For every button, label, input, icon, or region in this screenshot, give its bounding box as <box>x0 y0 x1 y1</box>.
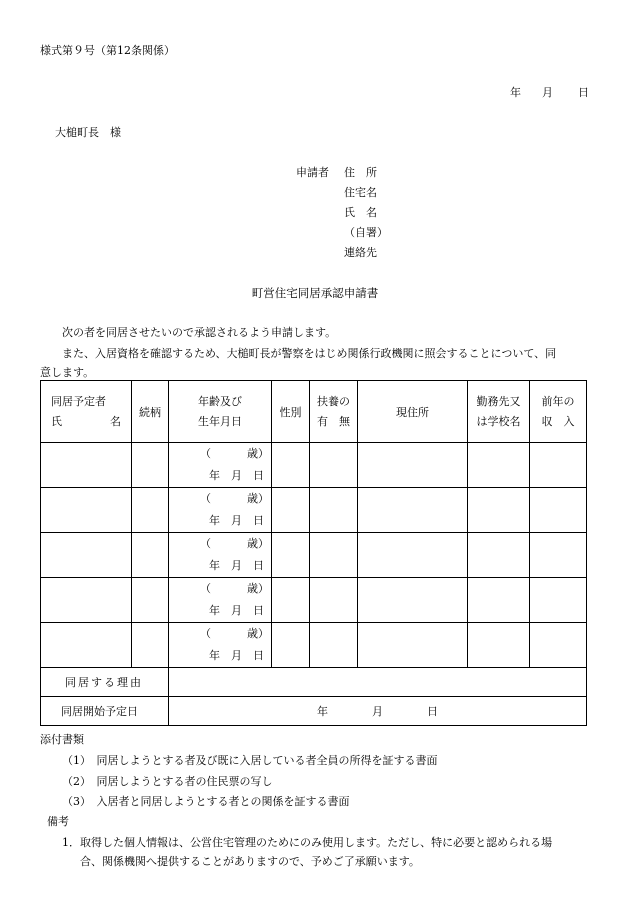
attachment-item: （1） 同居しようとする者及び既に入居している者全員の所得を証する書面 <box>62 754 438 767</box>
header-address: 現住所 <box>358 381 468 443</box>
birth-date: 年 月 日 <box>209 514 264 527</box>
cell-dependent[interactable] <box>310 443 358 488</box>
reason-label: 同居する理由 <box>41 668 169 697</box>
header-dependent-bottom: 有 無 <box>317 414 350 428</box>
header-work-top: 勤務先又 <box>476 394 521 408</box>
cell-work[interactable] <box>468 533 530 578</box>
age-open: （ <box>200 447 211 460</box>
header-name <box>41 381 132 443</box>
cell-dependent[interactable] <box>310 623 358 668</box>
age-sai: 歳） <box>247 582 269 595</box>
age-open: （ <box>200 492 211 505</box>
age-line <box>169 443 271 465</box>
applicant-field-name: 氏 名 <box>344 206 377 219</box>
table-row <box>41 533 587 578</box>
table-row <box>41 443 587 488</box>
cell-name[interactable] <box>41 578 132 623</box>
attachment-item: （2） 同居しようとする者の住民票の写し <box>62 775 273 788</box>
document-title: 町営住宅同居承認申請書 <box>251 286 379 300</box>
body-line-2: また、入居資格を確認するため、大槌町長が警察をはじめ関係行政機関に照会することについて、同 <box>62 347 557 360</box>
applicant-field-contact: 連絡先 <box>344 246 377 259</box>
applicant-field-signature: （自署） <box>344 226 388 239</box>
cell-relation[interactable] <box>132 533 169 578</box>
age-line <box>169 533 271 555</box>
cell-sex[interactable] <box>272 533 310 578</box>
cell-relation[interactable] <box>132 623 169 668</box>
cell-relation[interactable] <box>132 443 169 488</box>
table-row <box>41 488 587 533</box>
form-number: 様式第９号（第12条関係） <box>40 44 175 57</box>
header-dependent-top: 扶養の <box>317 394 350 408</box>
cell-income[interactable] <box>530 533 587 578</box>
start-date-label: 同居開始予定日 <box>41 697 169 726</box>
cell-income[interactable] <box>530 578 587 623</box>
body-line-3: 意します。 <box>40 366 95 379</box>
age-sai: 歳） <box>247 627 269 640</box>
age-sai: 歳） <box>247 492 269 505</box>
header-income <box>530 381 587 443</box>
header-income-bottom: 収 入 <box>541 414 575 428</box>
attachment-item: （3） 入居者と同居しようとする者との関係を証する書面 <box>62 795 350 808</box>
cell-address[interactable] <box>358 623 468 668</box>
note-line-1: 1．取得した個人情報は、公営住宅管理のためにのみ使用します。ただし、特に必要と認められる場 <box>62 836 553 849</box>
header-income-top: 前年の <box>541 394 575 408</box>
start-date-row <box>41 697 587 726</box>
cell-sex[interactable] <box>272 578 310 623</box>
note-line-2: 合、関係機関へ提供することがありますので、予めご了承願います。 <box>80 855 420 868</box>
age-sai: 歳） <box>247 447 269 460</box>
header-name-left: 氏 <box>51 414 62 428</box>
cell-work[interactable] <box>468 578 530 623</box>
cell-income[interactable] <box>530 488 587 533</box>
cell-address[interactable] <box>358 578 468 623</box>
applicant-field-building: 住宅名 <box>344 186 377 199</box>
header-work <box>468 381 530 443</box>
cell-work[interactable] <box>468 488 530 533</box>
cohabitant-table <box>40 380 587 726</box>
notes-title: 備考 <box>47 815 69 828</box>
birth-date: 年 月 日 <box>209 649 264 662</box>
date-year: 年 <box>510 86 521 99</box>
header-age <box>169 381 272 443</box>
cell-work[interactable] <box>468 623 530 668</box>
cell-age[interactable] <box>169 623 272 668</box>
header-name-bottom <box>51 412 121 432</box>
cell-dependent[interactable] <box>310 578 358 623</box>
header-name-top: 同居予定者 <box>51 394 106 408</box>
age-line <box>169 623 271 645</box>
cell-name[interactable] <box>41 623 132 668</box>
age-line <box>169 578 271 600</box>
cell-income[interactable] <box>530 623 587 668</box>
cell-name[interactable] <box>41 488 132 533</box>
header-age-bottom: 生年月日 <box>198 414 242 428</box>
applicant-label: 申請者 <box>296 166 329 179</box>
start-date-cell[interactable]: 年 月 日 <box>169 697 587 726</box>
cell-income[interactable] <box>530 443 587 488</box>
cell-dependent[interactable] <box>310 488 358 533</box>
header-age-top: 年齢及び <box>198 394 242 408</box>
date-day: 日 <box>578 86 589 99</box>
age-open: （ <box>200 627 211 640</box>
cell-age[interactable] <box>169 578 272 623</box>
cell-sex[interactable] <box>272 443 310 488</box>
age-open: （ <box>200 537 211 550</box>
reason-row <box>41 668 587 697</box>
attachments-title: 添付書類 <box>40 733 84 746</box>
cell-age[interactable] <box>169 443 272 488</box>
cell-sex[interactable] <box>272 488 310 533</box>
header-sex: 性別 <box>272 381 310 443</box>
header-relation: 続柄 <box>132 381 169 443</box>
birth-date: 年 月 日 <box>209 559 264 572</box>
table-row <box>41 578 587 623</box>
cell-relation[interactable] <box>132 578 169 623</box>
reason-cell[interactable] <box>169 668 587 697</box>
header-dependent <box>310 381 358 443</box>
birth-date: 年 月 日 <box>209 469 264 482</box>
cell-dependent[interactable] <box>310 533 358 578</box>
cell-address[interactable] <box>358 443 468 488</box>
header-work-bottom: は学校名 <box>476 414 521 428</box>
cell-relation[interactable] <box>132 488 169 533</box>
cell-age[interactable] <box>169 533 272 578</box>
cell-sex[interactable] <box>272 623 310 668</box>
applicant-field-address: 住 所 <box>344 166 377 179</box>
cell-address[interactable] <box>358 533 468 578</box>
age-line <box>169 488 271 510</box>
addressee: 大槌町長 様 <box>55 126 121 139</box>
body-line-1: 次の者を同居させたいので承認されるよう申請します。 <box>62 326 337 339</box>
birth-date: 年 月 日 <box>209 604 264 617</box>
age-open: （ <box>200 582 211 595</box>
table-row <box>41 623 587 668</box>
date-month: 月 <box>542 86 553 99</box>
header-name-right: 名 <box>110 414 121 428</box>
table-header-row <box>41 381 587 443</box>
cell-address[interactable] <box>358 488 468 533</box>
cell-name[interactable] <box>41 533 132 578</box>
cell-age[interactable] <box>169 488 272 533</box>
cell-name[interactable] <box>41 443 132 488</box>
cell-work[interactable] <box>468 443 530 488</box>
age-sai: 歳） <box>247 537 269 550</box>
